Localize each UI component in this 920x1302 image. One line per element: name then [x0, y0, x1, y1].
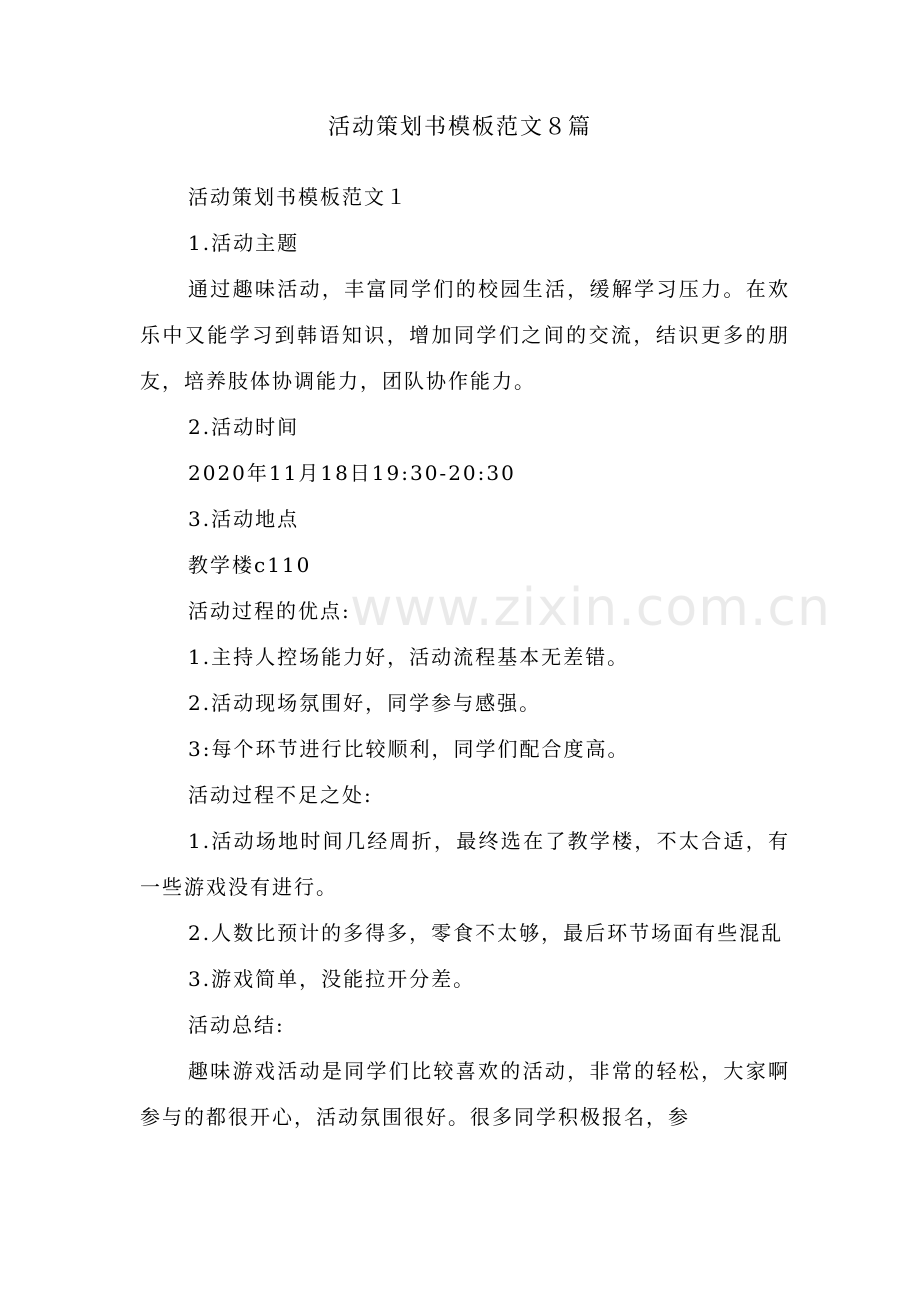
document-body — [140, 174, 790, 1140]
paragraph: 1.主持人控场能力好，活动流程基本无差错。 — [188, 645, 630, 669]
paragraph: 活动过程的优点: — [188, 599, 351, 623]
paragraph: 3.活动地点 — [188, 507, 300, 531]
paragraph: 通过趣味活动，丰富同学们的校园生活，缓解学习压力。在欢乐中又能学习到韩语知识，增加同学们之间的交流，结识更多的朋友，培养肢体协调能力，团队协作能力。 — [140, 277, 790, 393]
paragraph: 2020年11月18日19:30-20:30 — [188, 461, 516, 485]
paragraph: 2.活动现场氛围好，同学参与感强。 — [188, 691, 542, 715]
paragraph: 活动过程不足之处: — [188, 783, 373, 807]
paragraph: 趣味游戏活动是同学们比较喜欢的活动，非常的轻松，大家啊参与的都很开心，活动氛围很好。很多同学积极报名，参 — [140, 1059, 790, 1129]
paragraph: 1.活动主题 — [188, 231, 300, 255]
paragraph: 3:每个环节进行比较顺利，同学们配合度高。 — [188, 737, 630, 761]
paragraph: 2.人数比预计的多得多，零食不太够，最后环节场面有些混乱 — [188, 921, 784, 945]
document-title: 活动策划书模板范文８篇 — [327, 115, 592, 140]
paragraph: 活动总结: — [188, 1013, 285, 1037]
paragraph: 1.活动场地时间几经周折，最终选在了教学楼，不太合适，有一些游戏没有进行。 — [140, 829, 790, 899]
paragraph: 3.游戏简单，没能拉开分差。 — [188, 967, 476, 991]
paragraph: 2.活动时间 — [188, 415, 300, 439]
section-heading: 活动策划书模板范文１ — [188, 185, 408, 209]
watermark: www.zixin.com.cn — [350, 578, 831, 638]
paragraph: 教学楼c110 — [188, 553, 312, 577]
